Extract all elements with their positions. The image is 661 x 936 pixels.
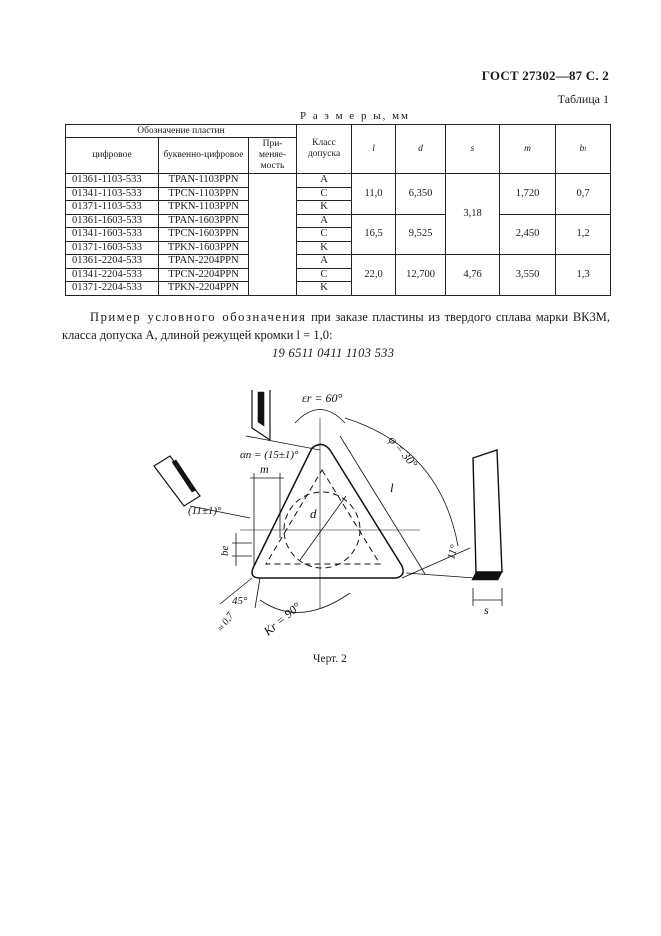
header-designation: Обозначение пластин [66, 125, 297, 138]
header-l: l [352, 125, 396, 174]
digital-code: 01341-1103-533 [66, 187, 159, 201]
d-cell: 12,700 [396, 255, 446, 296]
be-label: be [219, 545, 231, 556]
digital-code: 01371-2204-533 [66, 282, 159, 296]
digital-code: 01361-1103-533 [66, 174, 159, 188]
alpha-code: TPCN-1103PPN [159, 187, 249, 201]
digital-code: 01341-1603-533 [66, 228, 159, 242]
example-code: 19 6511 0411 1103 533 [272, 346, 395, 360]
figure-caption: Черт. 2 [313, 653, 347, 665]
document-header: ГОСТ 27302—87 С. 2 [481, 68, 609, 83]
class-cell: A [297, 214, 352, 228]
m-label: m [260, 462, 269, 476]
class-cell: A [297, 255, 352, 269]
table-row [66, 174, 611, 188]
class-cell: C [297, 187, 352, 201]
s-cell: 4,76 [446, 255, 500, 296]
alpha-code: TPAN-1103PPN [159, 174, 249, 188]
header-d: d [396, 125, 446, 174]
table-row [66, 255, 611, 269]
alpha-label: αn = (15±1)° [240, 449, 299, 461]
epsilon-label: εr = 60° [302, 391, 343, 405]
s-label: s [484, 603, 489, 617]
table-label: Таблица 1 [557, 92, 609, 106]
header-s: s [446, 125, 500, 174]
insert-outline [252, 444, 403, 578]
angle45-label: 45° [232, 595, 248, 607]
b-cell: 1,2 [556, 214, 611, 255]
b-cell: 0,7 [556, 174, 611, 215]
digital-code: 01371-1103-533 [66, 201, 159, 215]
header-tolerance-class: Класс допуска [297, 125, 352, 174]
applicability-cell [249, 174, 297, 296]
table-row [66, 214, 611, 228]
b-cell: 1,3 [556, 255, 611, 296]
header-b: bₗ [556, 125, 611, 174]
alpha-code: TPAN-1603PPN [159, 214, 249, 228]
class-cell: A [297, 174, 352, 188]
header-m: m [500, 125, 556, 174]
alpha-code: TPKN-1603PPN [159, 241, 249, 255]
alpha-code: TPCN-1603PPN [159, 228, 249, 242]
d-cell: 6,350 [396, 174, 446, 215]
angle11-label: 11° [445, 543, 461, 561]
insert-drawing [140, 378, 520, 648]
digital-code: 01341-2204-533 [66, 268, 159, 282]
alpha-code: TPCN-2204PPN [159, 268, 249, 282]
inserts-table [65, 124, 611, 296]
inner-dashed-triangle [266, 470, 380, 564]
l-cell: 16,5 [352, 214, 396, 255]
l-cell: 11,0 [352, 174, 396, 215]
header-digital: цифровое [66, 138, 159, 174]
paragraph-lead: Пример условного обозначения [90, 310, 307, 324]
side-view [473, 450, 502, 572]
header-applicability: При-меняе-мость [249, 138, 297, 174]
d-cell: 9,525 [396, 214, 446, 255]
l-cell: 22,0 [352, 255, 396, 296]
digital-code: 01361-1603-533 [66, 214, 159, 228]
alpha-code: TPKN-2204PPN [159, 282, 249, 296]
digital-code: 01361-2204-533 [66, 255, 159, 269]
s-cell-shared: 3,18 [446, 174, 500, 255]
m-cell: 1,720 [500, 174, 556, 215]
class-cell: K [297, 201, 352, 215]
phi-label: φ = 30° [385, 432, 421, 471]
l-label: l [390, 480, 394, 495]
m-cell: 2,450 [500, 214, 556, 255]
chamfer-label: ≈ 0,7 [215, 610, 237, 634]
digital-code: 01371-1603-533 [66, 241, 159, 255]
class-cell: C [297, 228, 352, 242]
class-cell: K [297, 282, 352, 296]
class-cell: K [297, 241, 352, 255]
example-paragraph [62, 308, 610, 344]
d-label: d [310, 506, 317, 521]
alpha-code: TPAN-2204PPN [159, 255, 249, 269]
side-angle-label: (11±1)° [188, 505, 222, 517]
class-cell: C [297, 268, 352, 282]
m-cell: 3,550 [500, 255, 556, 296]
paragraph-rest: при заказе пластины из твердого сплава марки ВК3М, класса допуска А, длиной режущей кромки l = 1,0: [62, 310, 610, 342]
kappa-label: Kr = 90° [260, 599, 304, 639]
table-caption: Р а з м е р ы, мм [300, 110, 411, 122]
header-alphanumeric: буквенно-цифровое [159, 138, 249, 174]
alpha-code: TPKN-1103PPN [159, 201, 249, 215]
